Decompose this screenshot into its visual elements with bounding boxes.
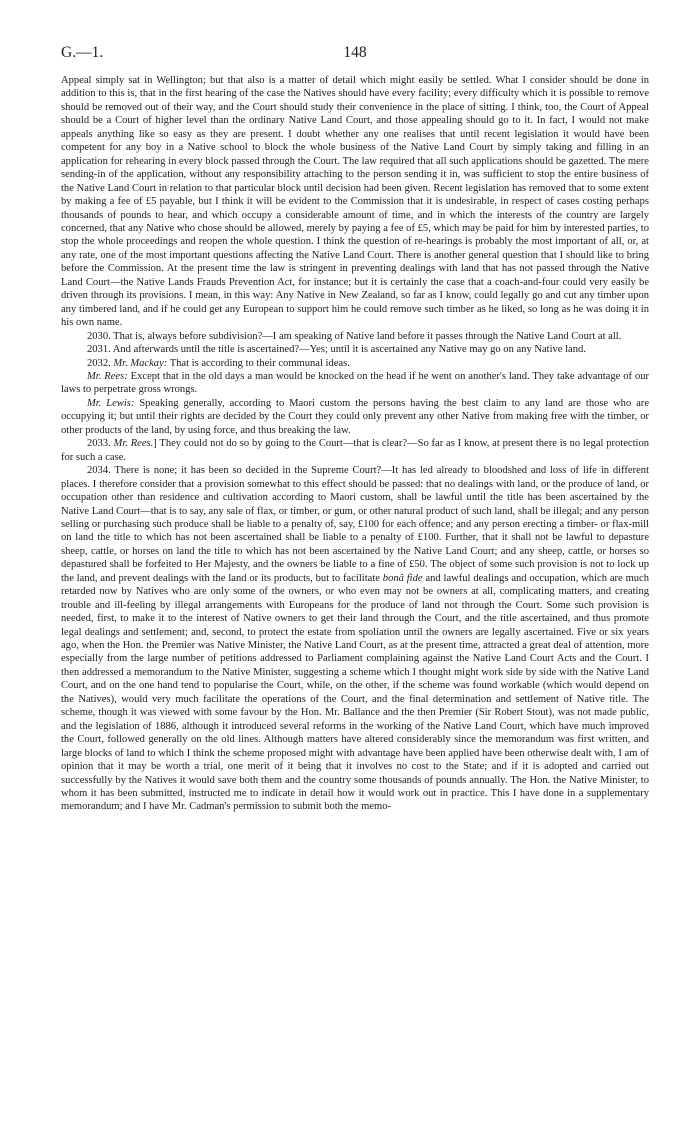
italic-text: Mr. Mackay:: [113, 357, 168, 369]
paragraph: [61, 437, 649, 464]
text-run: ] They could not do so by going to the Court—that is clear?—So far as I know, at present there is no legal protection for such a case.: [61, 438, 649, 463]
text-run: and lawful dealings and occupation, which are much retarded now by Natives who are only some of the owners, or who even may not be owners at all, complicating matters, and creating trouble and ill-feeling by illegal arrangements with Europeans for the produce of land not through the Court. Some such provision is needed, first, to make it to the interest of Native owners to get their land through the Court, and the title ascertained, and thus promote legal dealings and settlement; and, second, to protect the estate from spoliation until the owners are legally ascertained. Five or six years ago, when the Hon. the Premier was Native Minister, the Native Land Court, as at the present time, attracted a great deal of attention, more especially from the large number of petitions addressed to Parliament complaining against the Native Land Court Acts and the Court. I then addressed a memorandum to the Native Minister, suggesting a scheme which I thought might work side by side with the Native Land Court, and on the one hand tend to popularise the Court, while, on the other, if the scheme was found workable (which would depend on the Natives), would very much facilitate the operations of the Court, and the final determination and settlement of Native title. The scheme, though it was viewed with some favour by the Hon. Mr. Ballance and the then Premier (Sir Robert Stout), was not made public, and the legislation of 1886, although it introduced several reforms in the working of the Native Land Court, which have much improved the Court, followed generally on the old lines. Although matters have altered considerably since the memorandum was first written, and large blocks of land to which I think the scheme proposed might with advantage have been applied have been otherwise dealt with, I am of opinion that it may be worth a trial, one merit of it being that it involves no cost to the State; and if it is adopted and carried out successfully by the Natives it would save both them and the country some thousands of pounds annually. The Hon. the Native Minister, to whom it has been submitted, instructed me to indicate in detail how it would work out in practice. This I have done in a supplementary memorandum; and I have Mr. Cadman's permission to submit both the memo-: [61, 572, 649, 813]
text-run: 2031. And afterwards until the title is ascertained?—Yes; until it is ascertained any Native may go on any Native land.: [87, 344, 586, 356]
text-run: 2030. That is, always before subdivision?—I am speaking of Native land before it passes through the Native Land Court at all.: [87, 330, 622, 342]
paragraph: [61, 464, 649, 814]
paragraph: [61, 330, 649, 343]
text-run: 2033.: [87, 438, 114, 450]
text-run: That is according to their communal ideas.: [167, 357, 350, 369]
italic-text: Mr. Rees:: [87, 370, 128, 382]
paragraph: [61, 343, 649, 356]
paragraph: [61, 357, 649, 370]
italic-text: bonâ fide: [382, 572, 423, 584]
text-run: 2034. There is none; it has been so decided in the Supreme Court?—It has led already to bloodshed and loss of life in different places. I therefore consider that a provision somewhat to this effect should be passed: that no dealings with land, or the produce of land, or occupation other than residence and cultivation according to Maori custom, shall be lawful until the title has been ascertained by the Native Land Court—that is to say, any sale of flax, or timber, or gum, or other natural product of such land, shall be illegal; and any person selling or purchasing such produce shall be liable to a penalty of, say, £100 for each offence; and any person erecting a timber- or flax-mill on land the title to which has not been ascertained shall be liable to a penalty of £100. Further, that it shall not be lawful to depasture sheep, cattle, or horses on land the title to which has not been ascertained by the Native Land Court; and any sheep, cattle, or horses so depastured shall be forfeited to Her Majesty, and the owners be liable to a fine of £50. The object of some such provision is not to lock up the land, and prevent dealings with the land or its products, but to facilitate: [61, 465, 649, 584]
text-run: Appeal simply sat in Wellington; but that also is a matter of detail which might easily be settled. What I consider should be done in addition to this is, that in the first hearing of the case the Natives should have every facility; every difficulty which it is possible to remove should be removed out of their way, and the Court should study their convenience in the place of sitting. I think, too, the Court of Appeal should be a Court of higher level than the ordinary Native Land Court, and those appealing should go to it. In fact, I would not make appeals anything like so easy as they are present. I doubt whether any one realises that until recent legislation it would have been competent for any boy in a Native school to block the whole business of the Native Land Court by simply taking and filling in an application for rehearing in every block passed through the Court. The law required that all such applications should be gazetted. The mere sending-in of the application, without any responsibility attaching to the person sending it in, was sufficient to stop the entire business of the Native Land Court in relation to that particular block until decision had been given. Recent legislation has removed that to some extent by making a fee of £5 payable, but I think it will be evident to the Commission that it is undesirable, in respect of cases costing perhaps thousands of pounds to hear, and which occupy a considerable amount of time, and in which the interests of the country are largely concerned, that any Native who chose should be allowed, merely by paying a fee of £5, which may be paid for him by interested parties, to stop the whole proceedings and reopen the whole question. I think the question of re-hearings is probably the most important of all, or, at any rate, one of the most important questions affecting the Native Land Court. There is another general question that I should like to bring before the Commission. At the present time the law is stringent in preventing dealings with land that has not passed through the Native Land Court—the Native Lands Frauds Prevention Act, for instance; but it is certainly the case that a coach-and-four could very easily be driven through its provisions. I mean, in this way: Any Native in New Zealand, so far as I know, could legally go and cut any timber upon any timbered land, and if he could get any European to support him he could remove such timber as he liked, so long as he was doing it in his own name.: [61, 75, 649, 329]
text-run: Speaking generally, according to Maori custom the persons having the best claim to any land are those who are occupying it; but until their rights are decided by the Court they could only prevent any other Native from making free with the timber, or other products of the land, by using force, and thus breaking the law.: [61, 397, 649, 436]
text-run: Except that in the old days a man would be knocked on the head if he went on another's land. They take advantage of our laws to perpetrate gross wrongs.: [61, 370, 650, 396]
document-code: G.—1.: [61, 44, 104, 61]
paragraph: [61, 74, 649, 330]
page-number: 148: [343, 44, 367, 61]
page-header: [61, 44, 649, 74]
paragraph: [61, 397, 649, 437]
paragraph: [61, 370, 649, 397]
document-body: [61, 74, 649, 814]
text-run: 2032.: [87, 357, 114, 369]
document-page: [61, 44, 649, 814]
italic-text: Mr. Rees.: [113, 438, 154, 450]
italic-text: Mr. Lewis:: [87, 397, 135, 409]
